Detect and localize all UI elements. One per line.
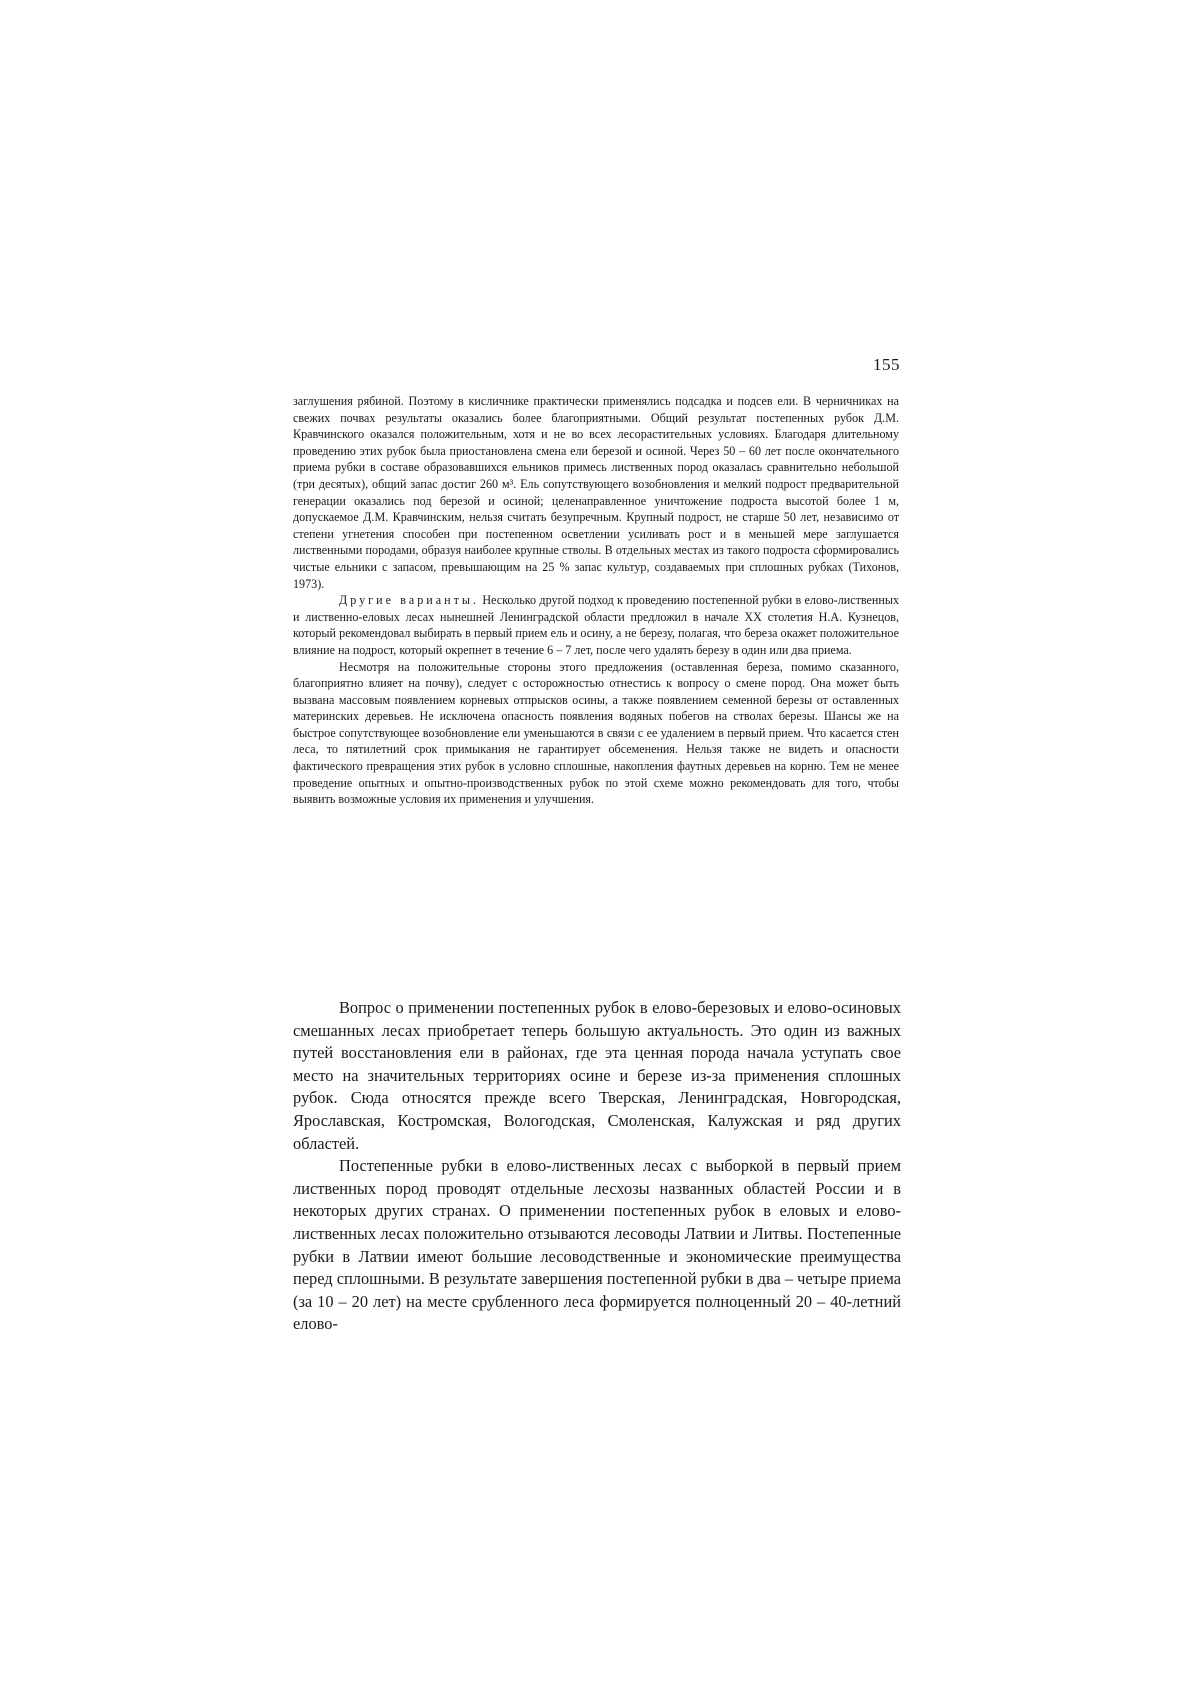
main-paragraph-1: Вопрос о применении постепенных рубок в елово-березовых и елово-осиновых смешанных лесах приобретает теперь большую актуальность. Это один из важных путей восстановления ели в районах, где эта ценная порода начала уступать свое место на значительных территориях осине и березе из-за применения сплошных рубок. Сюда относятся прежде всего Тверская, Ленинградская, Новгородская, Ярославская, Костромская, Вологодская, Смоленская, Калужская и ряд других областей. xyxy=(293,998,901,1153)
main-paragraph-2: Постепенные рубки в елово-лиственных лесах с выборкой в первый прием лиственных пород проводят отдельные лесхозы названных областей России и в некоторых других странах. О применении постепенных рубок в еловых и елово-лиственных лесах положительно отзываются лесоводы Латвии и Литвы. Постепенные рубки в Латвии имеют большие лесоводственные и экономические преимущества перед сплошными. В результате завершения постепенной рубки в два – четыре приема (за 10 – 20 лет) на месте срубленного леса формируется полноценный 20 – 40-летний елово- xyxy=(293,1156,901,1334)
page-number: 155 xyxy=(873,355,900,374)
small-print-section xyxy=(293,393,899,808)
section-heading-other-variants: Другие варианты. xyxy=(339,593,480,608)
small-paragraph-2-body: Несколько другой подход к проведению постепенной рубки в елово-лиственных и лиственно-еловых лесах нынешней Ленинградской области предложил в начале XX столетия Н.А. Кузнецов, который рекомендовал выбирать в первый прием ель и осину, а не березу, полагая, что береза окажет положительное влияние на подрост, который окрепнет в течение 6 – 7 лет, после чего удалять березу в один или два приема. xyxy=(293,593,899,657)
main-text-section xyxy=(293,997,901,1336)
small-paragraph-3: Несмотря на положительные стороны этого предложения (оставленная береза, помимо сказанного, благоприятно влияет на почву), следует с осторожностью отнестись к вопросу о смене пород. Она может быть вызвана массовым появлением корневых отпрысков осины, а также появлением семенной березы от оставленных материнских деревьев. Не исключена опасность появления водяных побегов на стволах березы. Шансы же на быстрое сопутствующее возобновление ели уменьшаются в связи с ее удалением в первый прием. Что касается стен леса, то пятилетний срок примыкания не гарантирует обсеменения. Нельзя также не видеть и опасности фактического превращения этих рубок в условно сплошные, накопления фаутных деревьев на корню. Тем не менее проведение опытных и опытно-производственных рубок по этой схеме можно рекомендовать для того, чтобы выявить возможные условия их применения и улучшения. xyxy=(293,659,899,807)
small-paragraph-1: заглушения рябиной. Поэтому в кисличнике практически применялись подсадка и подсев ели. В черничниках на свежих почвах результаты оказались более благоприятными. Общий результат постепенных рубок Д.М. Кравчинского оказался положительным, хотя и не во всех лесорастительных условиях. Благодаря длительному проведению этих рубок была приостановлена смена ели березой и осиной. Через 50 – 60 лет после окончательного приема рубки в составе образовавшихся ельников примесь лиственных пород оказалась сравнительно небольшой (три десятых), общий запас достиг 260 м³. Ель сопутствующего возобновления и мелкий подрост предварительной генерации оказались под березой и осиной; целенаправленное уничтожение подроста высотой более 1 м, допускаемое Д.М. Кравчинским, нельзя считать безупречным. Крупный подрост, не старше 50 лет, независимо от степени угнетения способен при постепенном осветлении усиливать рост и в меньшей мере заглушается лиственными породами, образуя наиболее крупные стволы. В отдельных местах из такого подроста сформировались чистые ельники с запасом, превышающим на 25 % запас культур, создаваемых при сплошных рубках (Тихонов, 1973). xyxy=(293,394,899,591)
small-paragraph-2 xyxy=(293,592,899,658)
